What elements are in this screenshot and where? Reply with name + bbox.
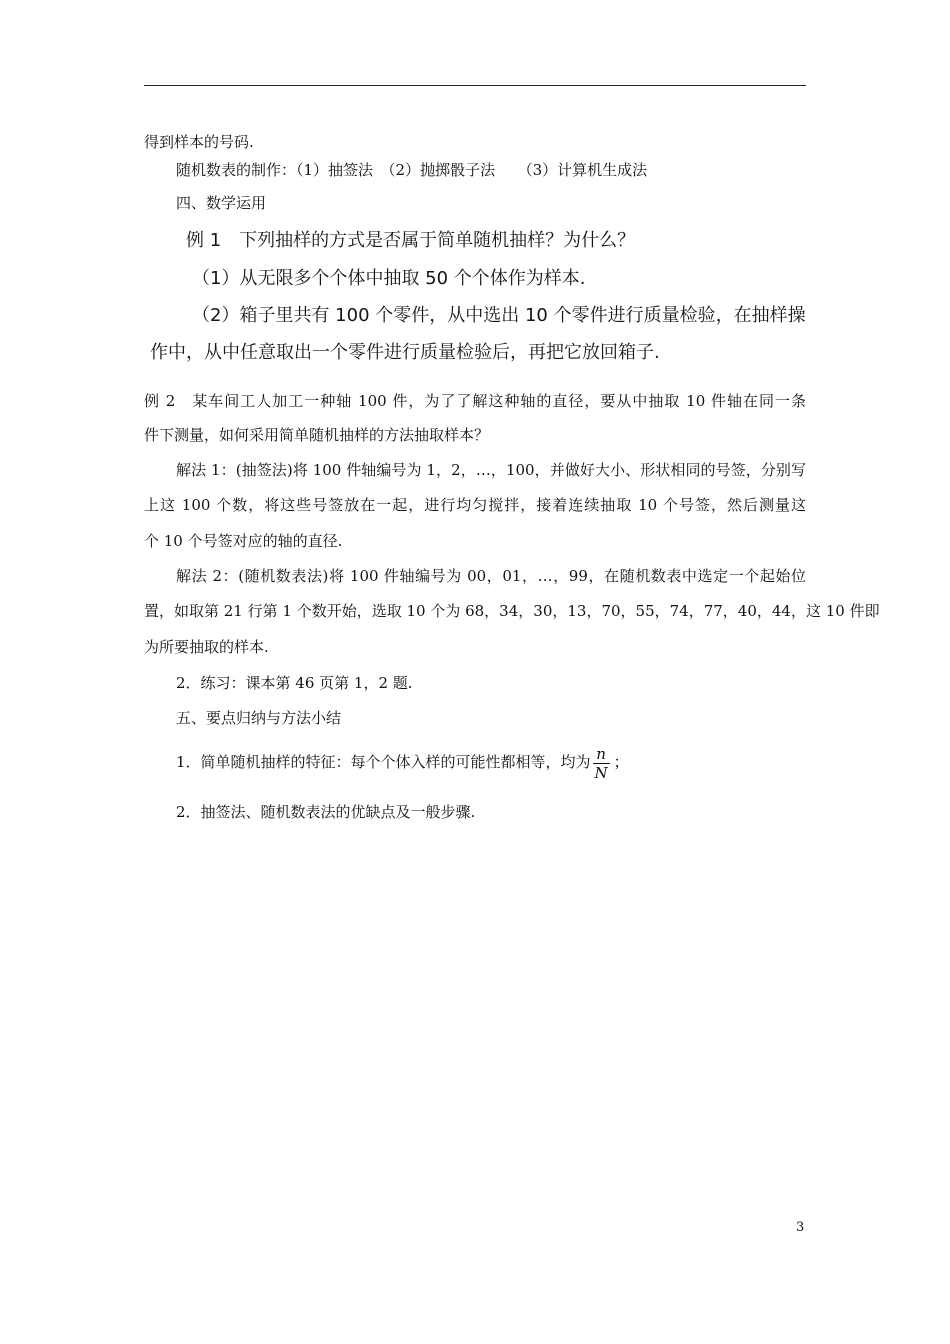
- summary-item-1: [176, 742, 806, 782]
- solution-1-line-1: 解法 1：(抽签法)将 100 件轴编号为 1，2，…，100，并做好大小、形状相同的号签，分别写: [176, 461, 806, 479]
- text-line-1: 得到样本的号码.: [144, 133, 254, 151]
- summary-item-1-text: 1．简单随机抽样的特征：每个个体入样的可能性都相等，均为: [176, 753, 591, 771]
- example-1-item-2-cont: 作中，从中任意取出一个零件进行质量检验后，再把它放回箱子.: [150, 342, 660, 363]
- fraction-n-over-N: [593, 745, 610, 782]
- page-number: 3: [796, 1220, 805, 1235]
- solution-2-line-1: 解法 2：(随机数表法)将 100 件轴编号为 00，01，…，99，在随机数表中选定一个起始位: [176, 567, 806, 585]
- example-2-title: 例 2 某车间工人加工一种轴 100 件，为了了解这种轴的直径，要从中抽取 10 件轴在同一条: [144, 392, 806, 410]
- section-heading-5: 五、要点归纳与方法小结: [176, 709, 342, 727]
- section-heading-4: 四、数学运用: [176, 194, 267, 212]
- practice-line: 2．练习：课本第 46 页第 1，2 题.: [176, 674, 413, 692]
- solution-1-line-3: 个 10 个号签对应的轴的直径.: [144, 532, 343, 550]
- example-2-cont: 件下测量，如何采用简单随机抽样的方法抽取样本？: [144, 426, 490, 444]
- summary-item-1-end: ；: [613, 753, 629, 771]
- text-line-2: 随机数表的制作：（1）抽签法 （2）抛掷骰子法 （3）计算机生成法: [176, 161, 648, 179]
- solution-2-line-2: 置，如取第 21 行第 1 个数开始，选取 10 个为 68，34，30，13，70，55，74，77，40，44，这 10 件即: [144, 602, 880, 620]
- header-rule: [144, 85, 806, 86]
- example-1-title: 例 1 下列抽样的方式是否属于简单随机抽样？为什么？: [186, 230, 636, 251]
- example-1-item-1: （1）从无限多个个体中抽取 50 个个体作为样本.: [192, 268, 586, 289]
- solution-1-line-2: 上这 100 个数，将这些号签放在一起，进行均匀搅拌，接着连续抽取 10 个号签，然后测量这: [144, 496, 806, 514]
- solution-2-line-3: 为所要抽取的样本.: [144, 638, 269, 656]
- summary-item-2: 2．抽签法、随机数表法的优缺点及一般步骤.: [176, 803, 476, 821]
- fraction-denominator: N: [594, 763, 608, 782]
- example-1-item-2: （2）箱子里共有 100 个零件，从中选出 10 个零件进行质量检验，在抽样操: [192, 305, 806, 326]
- fraction-numerator: n: [593, 745, 610, 764]
